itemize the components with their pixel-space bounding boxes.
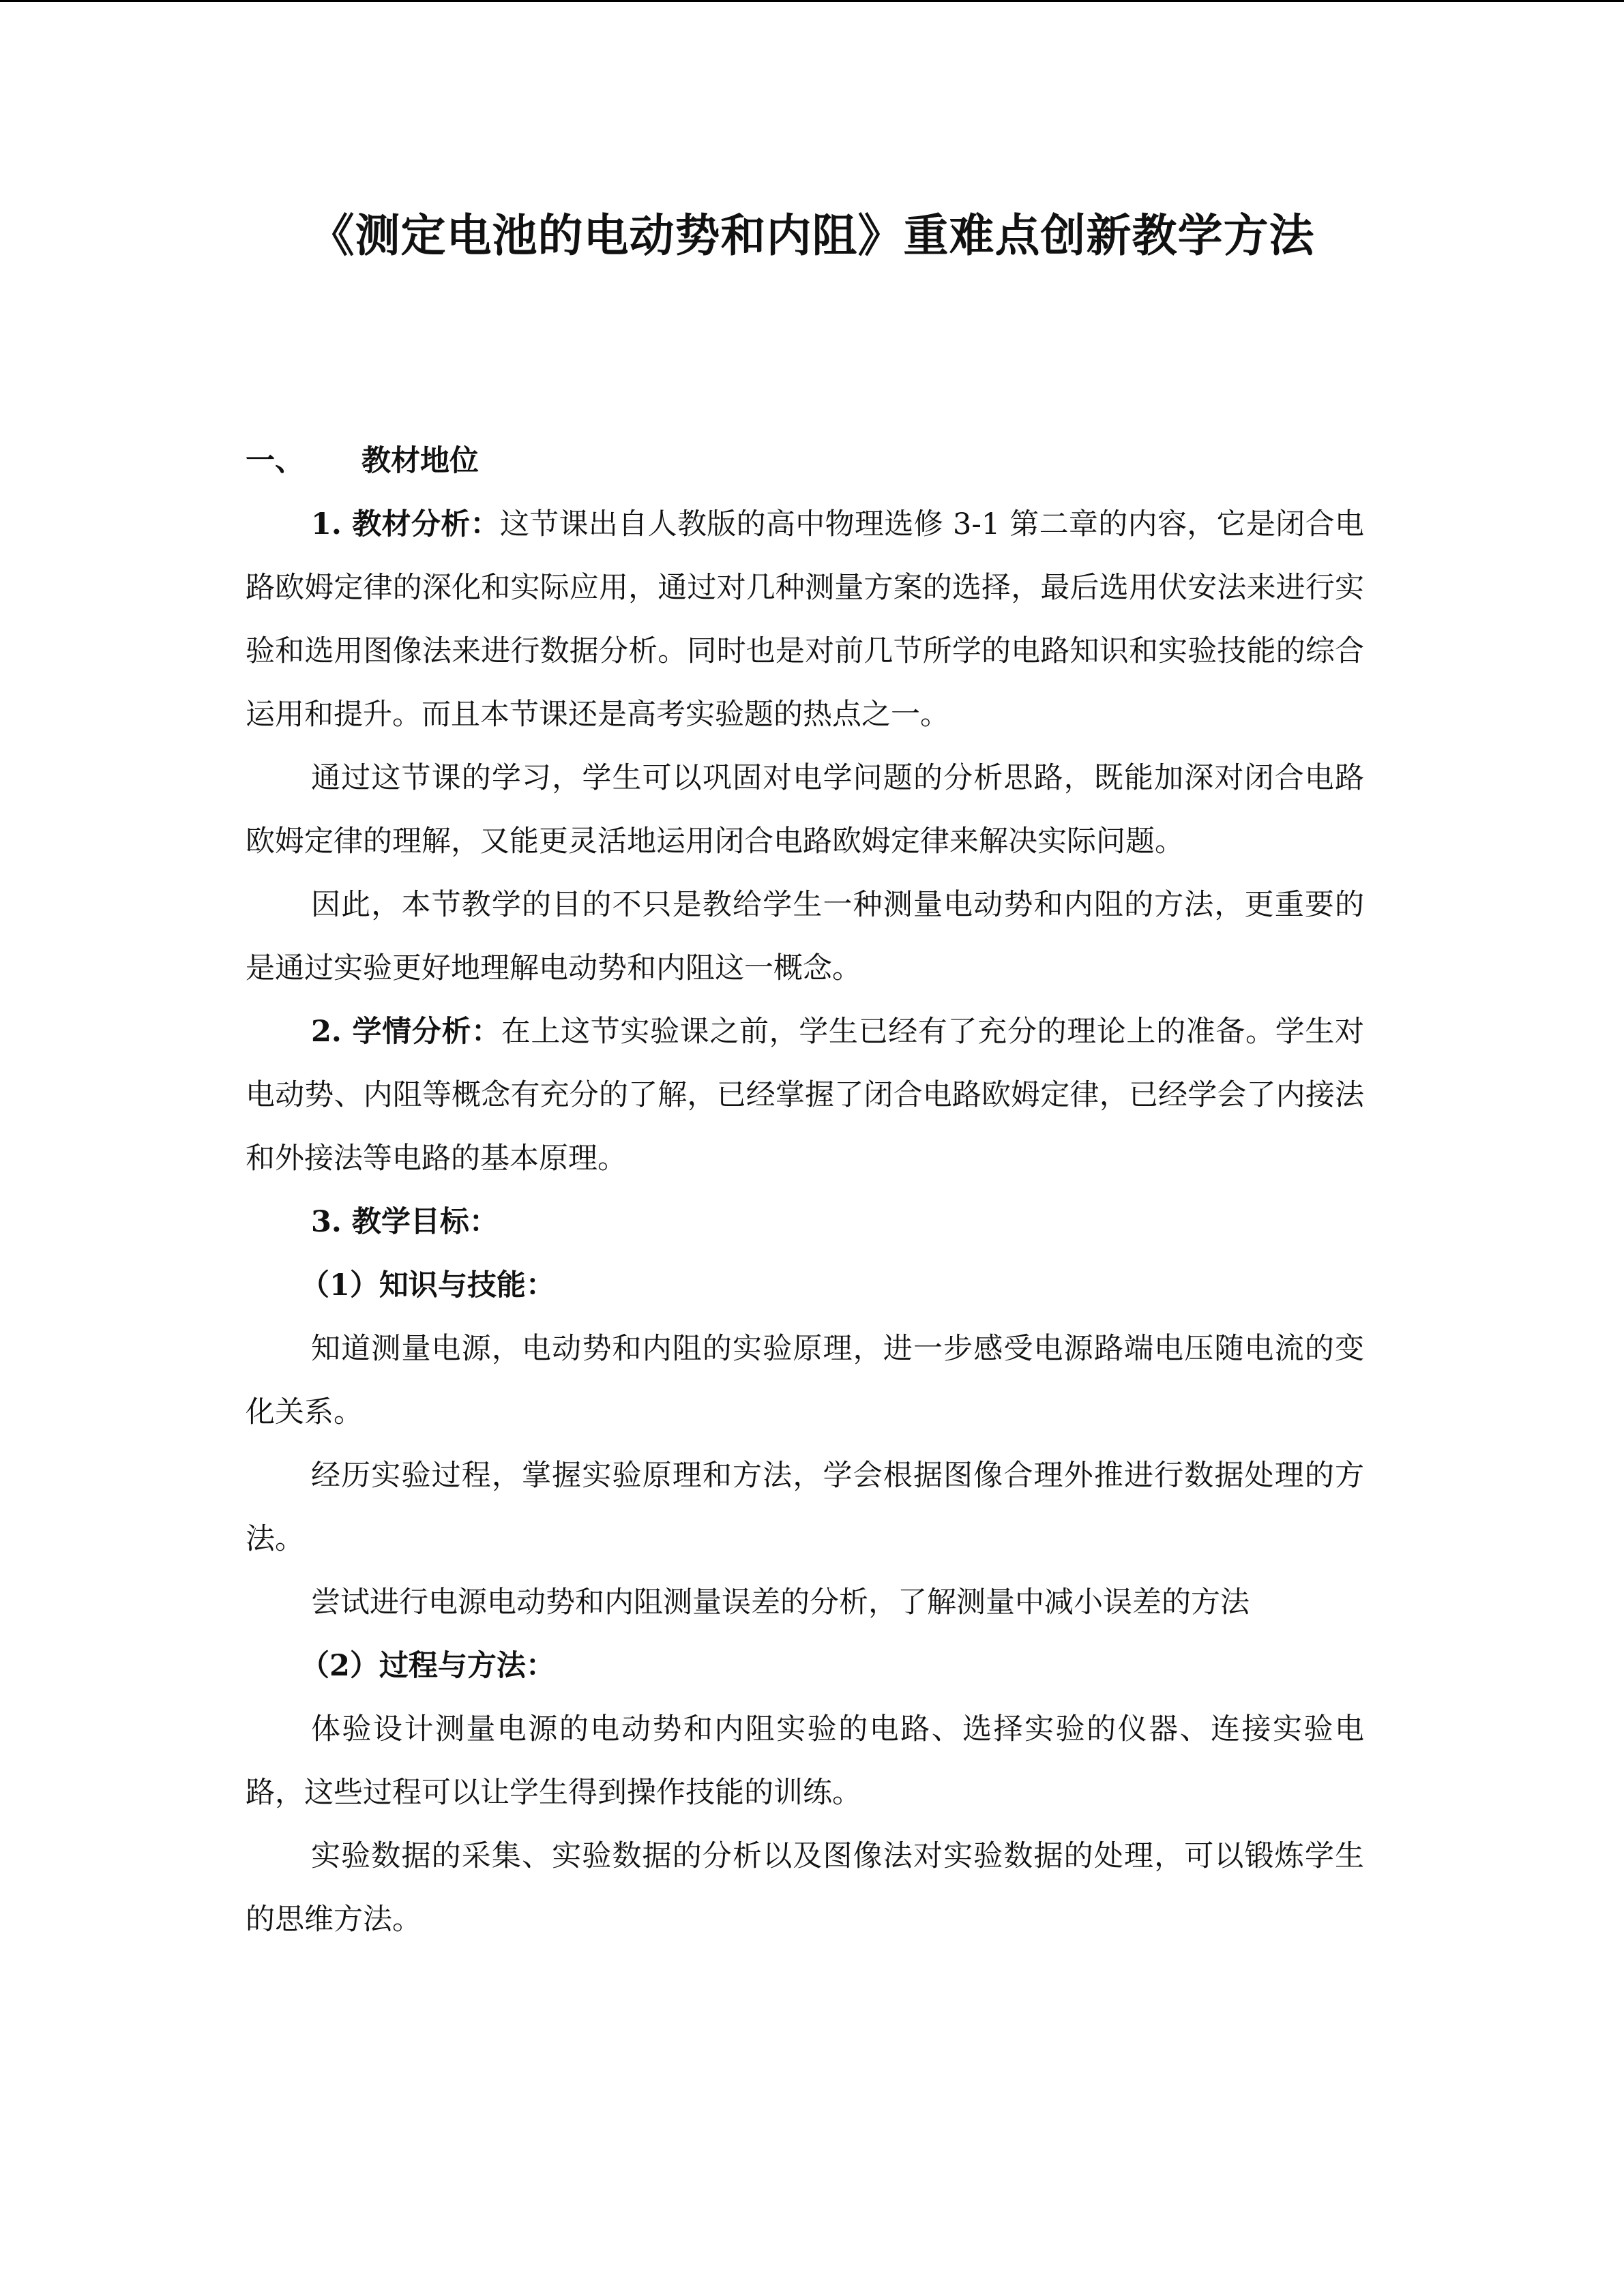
document-body bbox=[246, 430, 1364, 1952]
item-textbook-analysis bbox=[246, 493, 1364, 747]
page-top-border bbox=[0, 0, 1624, 2]
goal-process-paragraph: 实验数据的采集、实验数据的分析以及图像法对实验数据的处理，可以锻炼学生的思维方法。 bbox=[246, 1839, 1364, 1937]
paragraph-study: 通过这节课的学习，学生可以巩固对电学问题的分析思路，既能加深对闭合电路欧姆定律的理解，又能更灵活地运用闭合电路欧姆定律来解决实际问题。 bbox=[246, 761, 1364, 859]
item-label: 1. 教材分析： bbox=[311, 507, 500, 541]
section-number: 一、 bbox=[246, 444, 304, 478]
goal-knowledge-paragraph: 知道测量电源，电动势和内阻的实验原理，进一步感受电源路端电压随电流的变化关系。 bbox=[246, 1332, 1364, 1429]
goal-knowledge-paragraph: 尝试进行电源电动势和内阻测量误差的分析，了解测量中减小误差的方法 bbox=[311, 1585, 1250, 1620]
item-text: 这节课出自人教版的高中物理选修 3-1 第二章的内容，它是闭合电路欧姆定律的深化和实际应用，通过对几种测量方案的选择，最后选用伏安法来进行实验和选用图像法来进行数据分析。同时也是对前几节所学的电路知识和实验技能的综合运用和提升。而且本节课还是高考实验题的热点之一。 bbox=[246, 507, 1364, 732]
paragraph-purpose: 因此，本节教学的目的不只是教给学生一种测量电动势和内阻的方法，更重要的是通过实验更好地理解电动势和内阻这一概念。 bbox=[246, 888, 1364, 985]
goal-process-paragraph: 体验设计测量电源的电动势和内阻实验的电路、选择实验的仪器、连接实验电路，这些过程可以让学生得到操作技能的训练。 bbox=[246, 1712, 1364, 1810]
goal-knowledge-paragraph: 经历实验过程，掌握实验原理和方法，学会根据图像合理外推进行数据处理的方法。 bbox=[246, 1459, 1364, 1556]
section-heading bbox=[246, 430, 1364, 493]
goal-process-heading: （2）过程与方法： bbox=[300, 1649, 555, 1683]
page-title: 《测定电池的电动势和内阻》重难点创新教学方法 bbox=[309, 209, 1315, 262]
item-label: 2. 学情分析： bbox=[311, 1015, 501, 1049]
item-text: 在上这节实验课之前，学生已经有了充分的理论上的准备。学生对电动势、内阻等概念有充分的了解，已经掌握了闭合电路欧姆定律，已经学会了内接法和外接法等电路的基本原理。 bbox=[246, 1015, 1364, 1176]
item-student-analysis bbox=[246, 1000, 1364, 1191]
goal-knowledge-heading: （1）知识与技能： bbox=[300, 1268, 555, 1302]
section-heading-text: 教材地位 bbox=[361, 444, 479, 478]
item-teaching-goals: 3. 教学目标： bbox=[311, 1205, 499, 1239]
